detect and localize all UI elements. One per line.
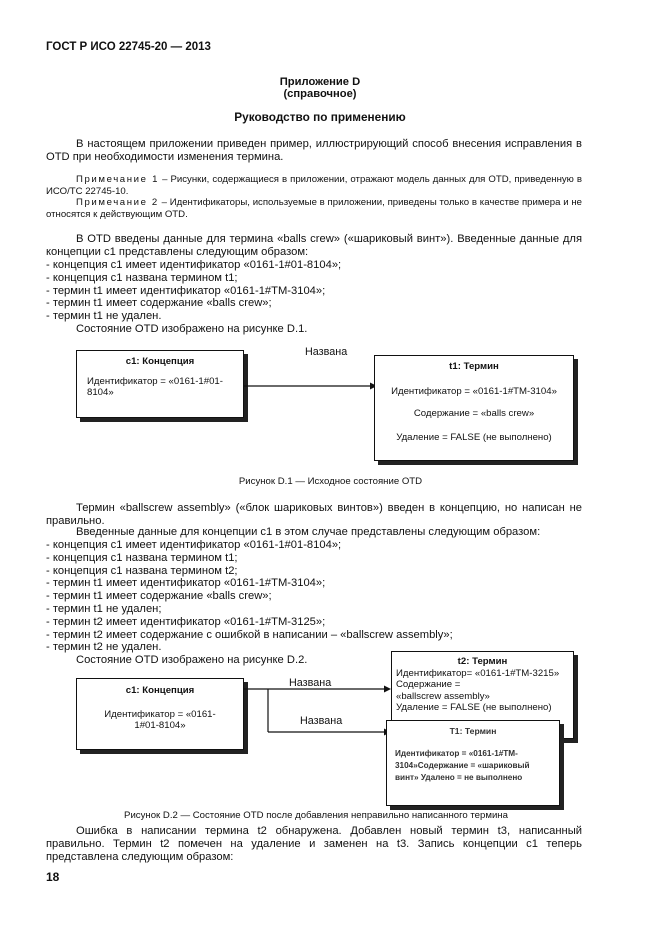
fig2-concept-body: Идентификатор = «0161-1#01-8104» [104,708,216,732]
section2-state: Состояние OTD изображено на рисунке D.2. [76,654,308,666]
fig2-arrow2-label: Названа [300,715,343,727]
fig2-caption: Рисунок D.2 — Состояние OTD после добавления неправильно написанного термина [124,810,508,821]
fig2-t1-box [386,720,560,806]
fig2-arrows [244,677,394,740]
section2-intro: Введенные данные для концепции c1 в этом случае представлены следующим образом: [76,526,541,538]
note-2 [46,197,582,220]
document-header: ГОСТ Р ИСО 22745-20 — 2013 [46,41,211,53]
list-item: - термин t2 не удален. [46,641,162,654]
note-1-label: Примечание 1 [76,174,160,185]
fig1-arrow [244,381,378,391]
section1-state: Состояние OTD изображено на рисунке D.1. [76,323,308,335]
list-item: - термин t2 имеет содержание с ошибкой в написании – «ballscrew assembly»; [46,628,453,641]
fig2-t2-content: Содержание = «ballscrew assembly» [396,679,490,702]
fig1-term-title: t1: Термин [449,361,499,372]
fig2-t2-deleted: Удаление = FALSE (не выполнено) [396,702,552,714]
fig1-concept-title: c1: Концепция [125,356,195,367]
list-item: - термин t1 не удален. [46,310,162,323]
page-number: 18 [46,870,60,884]
list-item: - термин t1 имеет идентификатор «0161-1#TM-3104»; [46,284,326,297]
fig2-t2-title: t2: Термин [457,656,508,667]
fig1-arrow-label: Названа [305,346,348,358]
fig1-term-id: Идентификатор = «0161-1#TM-3104» [391,385,557,397]
section1-list [46,259,582,323]
fig1-concept-box [76,350,244,418]
fig2-t2-id: Идентификатор= «0161-1#TM-3215» [396,667,560,679]
fig2-t1-body: Идентификатор = «0161-1#TM-3104»Содержание = «шариковый винт» Удалено = не выполнено [395,749,530,782]
fig1-term-content: Содержание = «balls crew» [413,408,535,420]
list-item: - концепция c1 названа термином t1; [46,271,238,284]
fig1-term-box [374,355,574,461]
fig1-caption: Рисунок D.1 — Исходное состояние OTD [238,476,423,487]
fig2-arrow1-label: Названа [289,677,332,689]
section3-paragraph: Ошибка в написании термина t2 обнаружена. Добавлен новый термин t3, написанный правильно. Термин t2 помечен на удаление и заменен на t3. Запись концепции c1 теперь представлена следующим образом: [46,825,582,863]
list-item: - концепция c1 имеет идентификатор «0161-1#01-8104»; [46,539,342,551]
list-item: - термин t1 имеет идентификатор «0161-1#TM-3104»; [46,577,326,590]
note-2-text: – Идентификаторы, используемые в приложении, приведены только в качестве примера и не относятся к действующим OTD. [46,197,582,220]
fig2-concept-box [76,678,244,750]
section2-list [46,539,582,654]
fig2-concept-title: c1: Концепция [125,685,195,696]
appendix-title: Приложение D [279,76,361,88]
fig1-concept-body: Идентификатор = «0161-1#01-8104» [87,375,223,399]
list-item: - концепция c1 имеет идентификатор «0161-1#01-8104»; [46,259,342,271]
note-2-label: Примечание 2 [76,197,159,208]
intro-paragraph: В настоящем приложении приведен пример, иллюстрирующий способ внесения исправления в OTD при необходимости изменения термина. [46,138,582,163]
appendix-subtitle: (справочное) [283,88,357,100]
fig2-t1-title: T1: Термин [449,726,497,736]
note-1-text: – Рисунки, содержащиеся в приложении, отражают модель данных для OTD, приведенную в ИСО/ТС 22745-10. [46,174,582,197]
list-item: - термин t1 не удален; [46,602,162,615]
note-1 [46,174,582,197]
section2-paragraph: Термин «ballscrew assembly» («блок шариковых винтов») введен в концепцию, но написан не правильно. [46,502,582,527]
list-item: - термин t2 имеет идентификатор «0161-1#TM-3125»; [46,615,326,628]
section1-paragraph: В OTD введены данные для термина «balls crew» («шариковый винт»). Введенные данные для концепции c1 представлены следующим образом: [46,233,582,258]
list-item: - концепция c1 названа термином t2; [46,564,238,577]
list-item: - термин t1 имеет содержание «balls crew»; [46,590,272,603]
list-item: - термин t1 имеет содержание «balls crew»; [46,297,272,310]
list-item: - концепция c1 названа термином t1; [46,551,238,564]
fig1-term-deleted: Удаление = FALSE (не выполнено) [396,431,552,443]
appendix-heading: Руководство по применению [234,110,406,124]
